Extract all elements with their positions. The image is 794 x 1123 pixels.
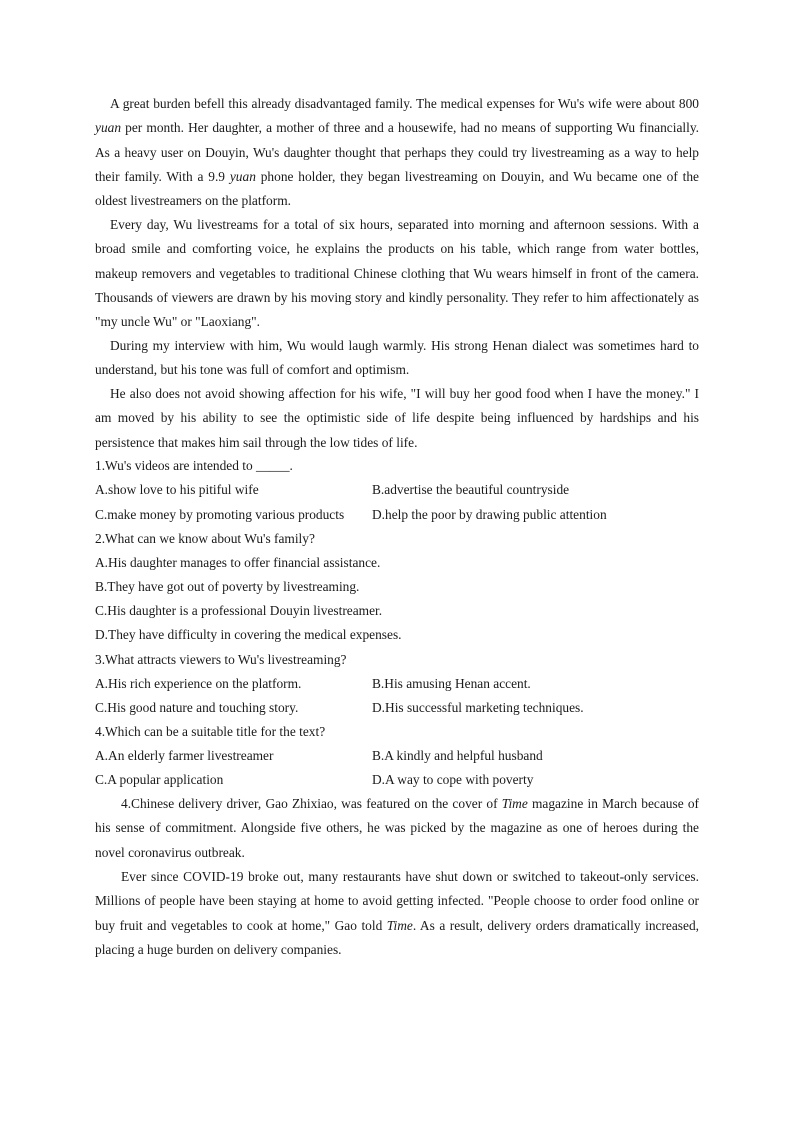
passage-text: magazine in March because of his sense of commitment. Alongside five others, he was picked by the magazine as one of heroes during the novel coronavirus outbreak. xyxy=(95,796,700,860)
passage-text: . As a result, delivery orders dramatically increased, placing a huge burden on delivery companies. xyxy=(95,917,700,957)
option[interactable]: D.They have difficulty in covering the medical expenses. xyxy=(95,627,402,642)
option[interactable]: A.His rich experience on the platform. xyxy=(95,676,302,691)
option[interactable]: A.An elderly farmer livestreamer xyxy=(95,748,274,763)
passage-text: phone holder, they began livestreaming on Douyin, and Wu became one of the oldest livestreamers on the platform. xyxy=(95,168,699,209)
question-stem: 4.Which can be a suitable title for the text? xyxy=(95,724,326,739)
option[interactable]: D.His successful marketing techniques. xyxy=(372,700,584,715)
italic-time: Time xyxy=(386,917,413,933)
italic-yuan: yuan xyxy=(229,168,256,184)
italic-yuan: yuan xyxy=(95,120,122,136)
option[interactable]: C.His good nature and touching story. xyxy=(95,700,299,715)
passage2-paragraph-1 xyxy=(95,792,699,865)
passage-text: Ever since COVID-19 broke out, many restaurants have shut down or switched to takeout-only services. Millions of people have been staying at home to avoid getting infected. "People choose to order food online or buy fruit and vegetables to cook at home," Gao told xyxy=(95,869,699,933)
passage-paragraph-3: During my interview with him, Wu would laugh warmly. His strong Henan dialect was sometimes hard to understand, but his tone was full of comfort and optimism. xyxy=(95,338,699,378)
italic-time: Time xyxy=(501,796,528,811)
question-stem: 3.What attracts viewers to Wu's livestreaming? xyxy=(95,652,347,667)
option[interactable]: D.help the poor by drawing public attention xyxy=(372,507,607,522)
option[interactable]: B.His amusing Henan accent. xyxy=(372,676,531,691)
passage-paragraph-2: Every day, Wu livestreams for a total of six hours, separated into morning and afternoon sessions. With a broad smile and comforting voice, he explains the products on his table, which range from water bottles, makeup removers and vegetables to traditional Chinese clothing that Wu wears himself in front of the camera. Thousands of viewers are drawn by his moving story and kindly personality. They refer to him affectionately as "my uncle Wu" or "Laoxiang". xyxy=(95,217,699,330)
option[interactable]: C.make money by promoting various products xyxy=(95,507,345,522)
option[interactable]: C.His daughter is a professional Douyin livestreamer. xyxy=(95,603,383,618)
passage2-paragraph-2 xyxy=(95,865,699,962)
passage-text: A great burden befell this already disadvantaged family. The medical expenses for Wu's wife were about 800 xyxy=(110,96,699,111)
option[interactable]: A.show love to his pitiful wife xyxy=(95,482,259,497)
option[interactable]: B.A kindly and helpful husband xyxy=(372,748,543,763)
passage-text: 4.Chinese delivery driver, Gao Zhixiao, was featured on the cover of xyxy=(121,796,502,811)
option[interactable]: C.A popular application xyxy=(95,772,224,787)
question-stem: 1.Wu's videos are intended to _____. xyxy=(95,458,293,473)
option[interactable]: B.They have got out of poverty by livestreaming. xyxy=(95,579,360,594)
question-stem: 2.What can we know about Wu's family? xyxy=(95,531,315,546)
passage-paragraph-4: He also does not avoid showing affection for his wife, "I will buy her good food when I have the money." I am moved by his ability to see the optimistic side of life despite being influenced by hardships and his persistence that makes him sail through the low tides of life. xyxy=(95,386,699,450)
option[interactable]: D.A way to cope with poverty xyxy=(372,772,534,787)
passage-paragraph-1 xyxy=(95,92,699,213)
option[interactable]: B.advertise the beautiful countryside xyxy=(372,482,570,497)
option[interactable]: A.His daughter manages to offer financial assistance. xyxy=(95,555,381,570)
passage-text: per month. Her daughter, a mother of three and a housewife, had no means of supporting Wu financially. As a heavy user on Douyin, Wu's daughter thought that perhaps they could try livestreaming as a way to help their family. With a 9.9 xyxy=(95,120,699,184)
